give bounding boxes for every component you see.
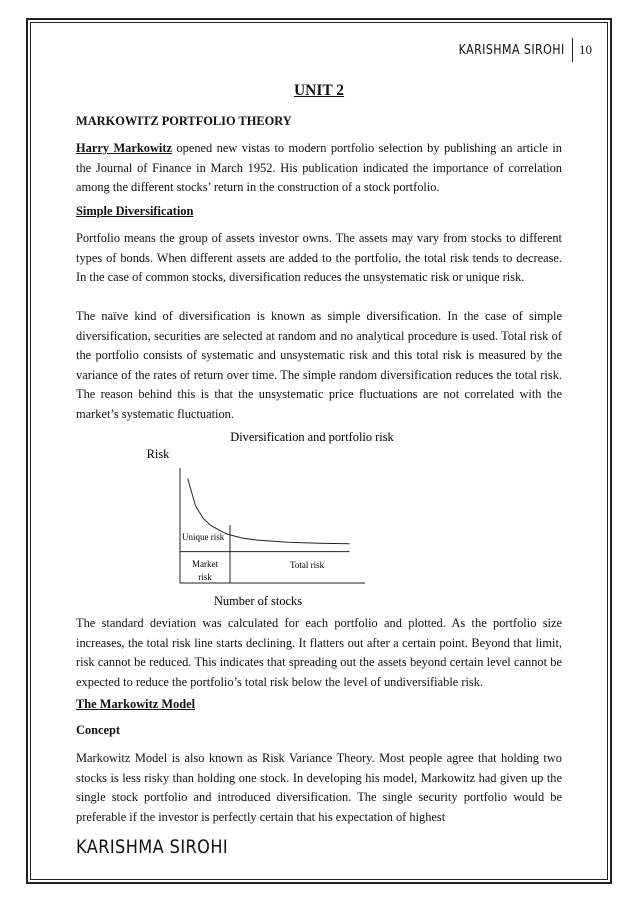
after-chart-paragraph bbox=[76, 614, 562, 692]
simple-diversification-heading: Simple Diversification bbox=[76, 204, 194, 218]
total-risk-label: Total risk bbox=[290, 560, 325, 570]
unique-risk-label: Unique risk bbox=[182, 532, 225, 542]
concept-subheading: Concept bbox=[76, 723, 121, 737]
market-risk-label-1: Market bbox=[192, 559, 218, 569]
market-risk-label-2: risk bbox=[198, 572, 212, 582]
section-title: MARKOWITZ PORTFOLIO THEORY bbox=[76, 114, 292, 128]
markowitz-model-text: Markowitz Model is also known as Risk Variance Theory. Most people agree that holding two stocks is less risky than holding one stock. In developing his model, Markowitz had given up the single stock portfolio and introduced diversification. The single security portfolio would be preferable if the investor is perfectly certain that his expectation of highest bbox=[76, 751, 562, 824]
page-number: 10 bbox=[579, 42, 592, 57]
header-author: KARISHMA SIROHI bbox=[458, 42, 565, 58]
intro-text: opened new vistas to modern portfolio selection by publishing an article in the Journal of Finance in March 1952. His publication indicated the importance of correlation among the different stocks’ return in the construction of a stock portfolio. bbox=[76, 141, 562, 195]
intro-lead: Harry Markowitz bbox=[76, 141, 172, 155]
para2-text: The naïve kind of diversification is known as simple diversification. In the case of simple diversification, securities are selected at random and no analytical procedure is used. Total risk of the portfolio consists of systematic and unsystematic risk and this total risk is measured by the variance of the rates of return over time. The simple random diversification reduces the total risk. The reason behind this is that the unsystematic price fluctuations are not correlated with the market’s systematic fluctuation. bbox=[76, 309, 562, 421]
chart-title: Diversification and portfolio risk bbox=[230, 430, 394, 444]
after-chart-text: The standard deviation was calculated for each portfolio and plotted. As the portfolio size increases, the total risk line starts declining. It flatters out after a certain point. Beyond that limit, risk cannot be reduced. This indicates that spreading out the assets beyond certain level cannot be expected to reduce the portfolio’s total risk below the level of undiversifiable risk. bbox=[76, 616, 562, 689]
page-title: UNIT 2 bbox=[293, 82, 345, 99]
chart-ylabel: Risk bbox=[146, 447, 170, 461]
footer-author: KARISHMA SIROHI bbox=[76, 836, 229, 858]
markowitz-model-paragraph bbox=[76, 749, 562, 827]
para1-text: Portfolio means the group of assets investor owns. The assets may vary from stocks to different types of bonds. When different assets are added to the portfolio, the total risk tends to decrease. In the case of common stocks, diversification reduces the unsystematic risk or unique risk. bbox=[76, 231, 562, 285]
chart-xlabel: Number of stocks bbox=[213, 594, 303, 608]
markowitz-model-heading: The Markowitz Model bbox=[76, 697, 196, 711]
